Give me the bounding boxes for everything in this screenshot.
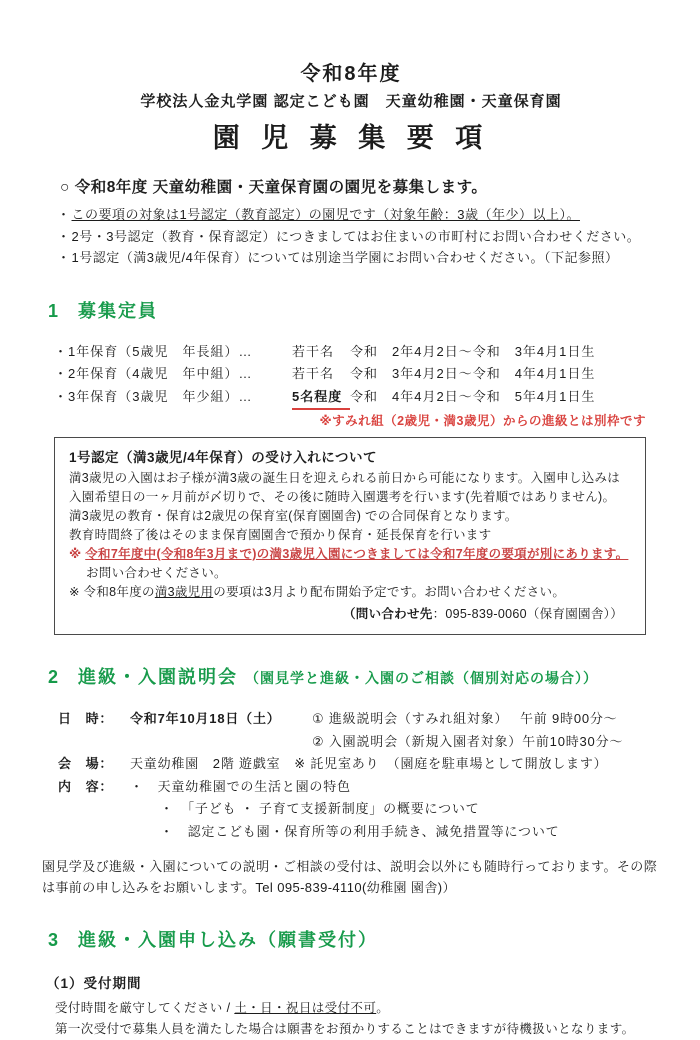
- reception-period-heading: （1）受付期間: [46, 976, 142, 991]
- info-box-body: [69, 469, 631, 624]
- section-3-heading: 3 進級・入園申し込み（願書受付）: [48, 930, 379, 950]
- title-school: 学校法人金丸学園 認定こども園 天童幼稚園・天童保育園: [140, 93, 562, 110]
- box-warning-followup: お問い合わせください。: [86, 566, 227, 580]
- reception-note-2: 第一次受付で募集人員を満たした場合は願書をお預かりすることはできますが待機扱いとなります。: [55, 1022, 635, 1036]
- intro-bullet-1: ・この要項の対象は1号認定（教育認定）の園児です（対象年齢：3歳（年少）以上）。: [57, 207, 580, 222]
- capacity-row-2: ・2年保育（4歳児 年中組）… 若干名 令和 3年4月2日～令和 4年4月1日生: [54, 366, 596, 381]
- circle-marker: ○: [60, 179, 70, 196]
- walkin-consultation-paragraph: 園見学及び進級・入園についての説明・ご相談の受付は、説明会以外にも随時行っております。その際は事前の申し込みをお願いします。Tel 095-839-4110(幼稚園 園舎)）: [42, 859, 658, 895]
- schedule-item-1: ① 進級説明会（すみれ組対象） 午前 9時00分～: [312, 711, 618, 726]
- page-header: [42, 62, 660, 155]
- age3-info-box: [54, 437, 646, 635]
- datetime-row: 日 時： 令和7年10月18日（土） ① 進級説明会（すみれ組対象） 午前 9時00分～ ② 入園説明会（新規入園者対象）午前10時30分～: [58, 708, 660, 753]
- box-warning: ※ 令和7年度中(令和8年3月まで)の満3歳児入園につきましては令和7年度の要項が別にあります。: [69, 547, 629, 561]
- capacity-row-3: ・3年保育（3歳児 年少組）… 5名程度 令和 4年4月2日～令和 5年4月1日生: [54, 386, 660, 411]
- intro-bullet-3: ・1号認定（満3歳児/4年保育）については別途当学園にお問い合わせください。（下記参照）: [57, 250, 619, 265]
- content-item-list: [130, 776, 559, 844]
- box-paragraph-3: 教育時間終了後はそのまま保育園園舎で預かり保育・延長保育を行います: [69, 528, 492, 542]
- box-paragraph-1: 満3歳児の入園はお子様が満3歳の誕生日を迎えられる前日から可能になります。入園申し込みは入園希望日の一ヶ月前が〆切りで、その後に随時入園選考を行います(先着順ではありません)。: [69, 471, 621, 504]
- content-row: 内 容： ・ 天童幼稚園での生活と園の特色 ・ 「子ども ・ 子育て支援新制度」の概要について ・ 認定こども園・保育所等の利用手続き、減免措置等について: [58, 776, 660, 844]
- title-year: 令和8年度: [300, 63, 402, 85]
- intro-bullet-2: ・2号・3号認定（教育・保育認定）につきましてはお住まいの市町村にお問い合わせください。: [57, 228, 641, 244]
- info-box-title: 1号認定（満3歳児/4年保育）の受け入れについて: [69, 450, 378, 465]
- content-item-2: ・ 「子ども ・ 子育て支援新制度」の概要について: [160, 801, 480, 816]
- reception-note-1: 受付時間を厳守してください / 土・日・祝日は受付不可。: [55, 1001, 390, 1015]
- box-contact: （問い合わせ先：095-839-0060（保育園園舎））: [342, 607, 623, 621]
- content-item-1: ・ 天童幼稚園での生活と園の特色: [130, 778, 351, 794]
- capacity-row-1: ・1年保育（5歳児 年長組）… 若干名 令和 2年4月2日～令和 3年4月1日生: [54, 343, 596, 359]
- section-2-details: [58, 708, 660, 843]
- intro-bullet-list: [57, 204, 660, 269]
- box-paragraph-2: 満3歳児の教育・保育は2歳児の保育室(保育園園舎) での合同保育となります。: [69, 509, 518, 523]
- schedule-item-2: ② 入園説明会（新規入園者対象）午前10時30分～: [312, 733, 624, 749]
- venue-row: 会 場： 天童幼稚園 2階 遊戯室 ※ 託児室あり （園庭を駐車場として開放します）: [58, 756, 608, 771]
- schedule-list: [312, 708, 623, 753]
- capacity-table: [54, 341, 660, 411]
- section-2-heading: 2 進級・入園説明会 （園見学と進級・入園のご相談（個別対応の場合））: [48, 667, 599, 687]
- intro-heading: ○ 令和8年度 天童幼稚園・天童保育園の園児を募集します。: [60, 179, 488, 196]
- reception-period-body: [55, 998, 660, 1040]
- section-1-heading: 1 募集定員: [48, 300, 159, 321]
- page-title: 園 児 募 集 要 項: [212, 123, 490, 153]
- box-note-2: ※ 令和8年度の満3歳児用の要項は3月より配布開始予定です。お問い合わせください。: [69, 585, 566, 599]
- content-item-3: ・ 認定こども園・保育所等の利用手続き、減免措置等について: [160, 823, 560, 839]
- capacity-note: ※すみれ組（2歳児・満3歳児）からの進級とは別枠です: [319, 414, 646, 428]
